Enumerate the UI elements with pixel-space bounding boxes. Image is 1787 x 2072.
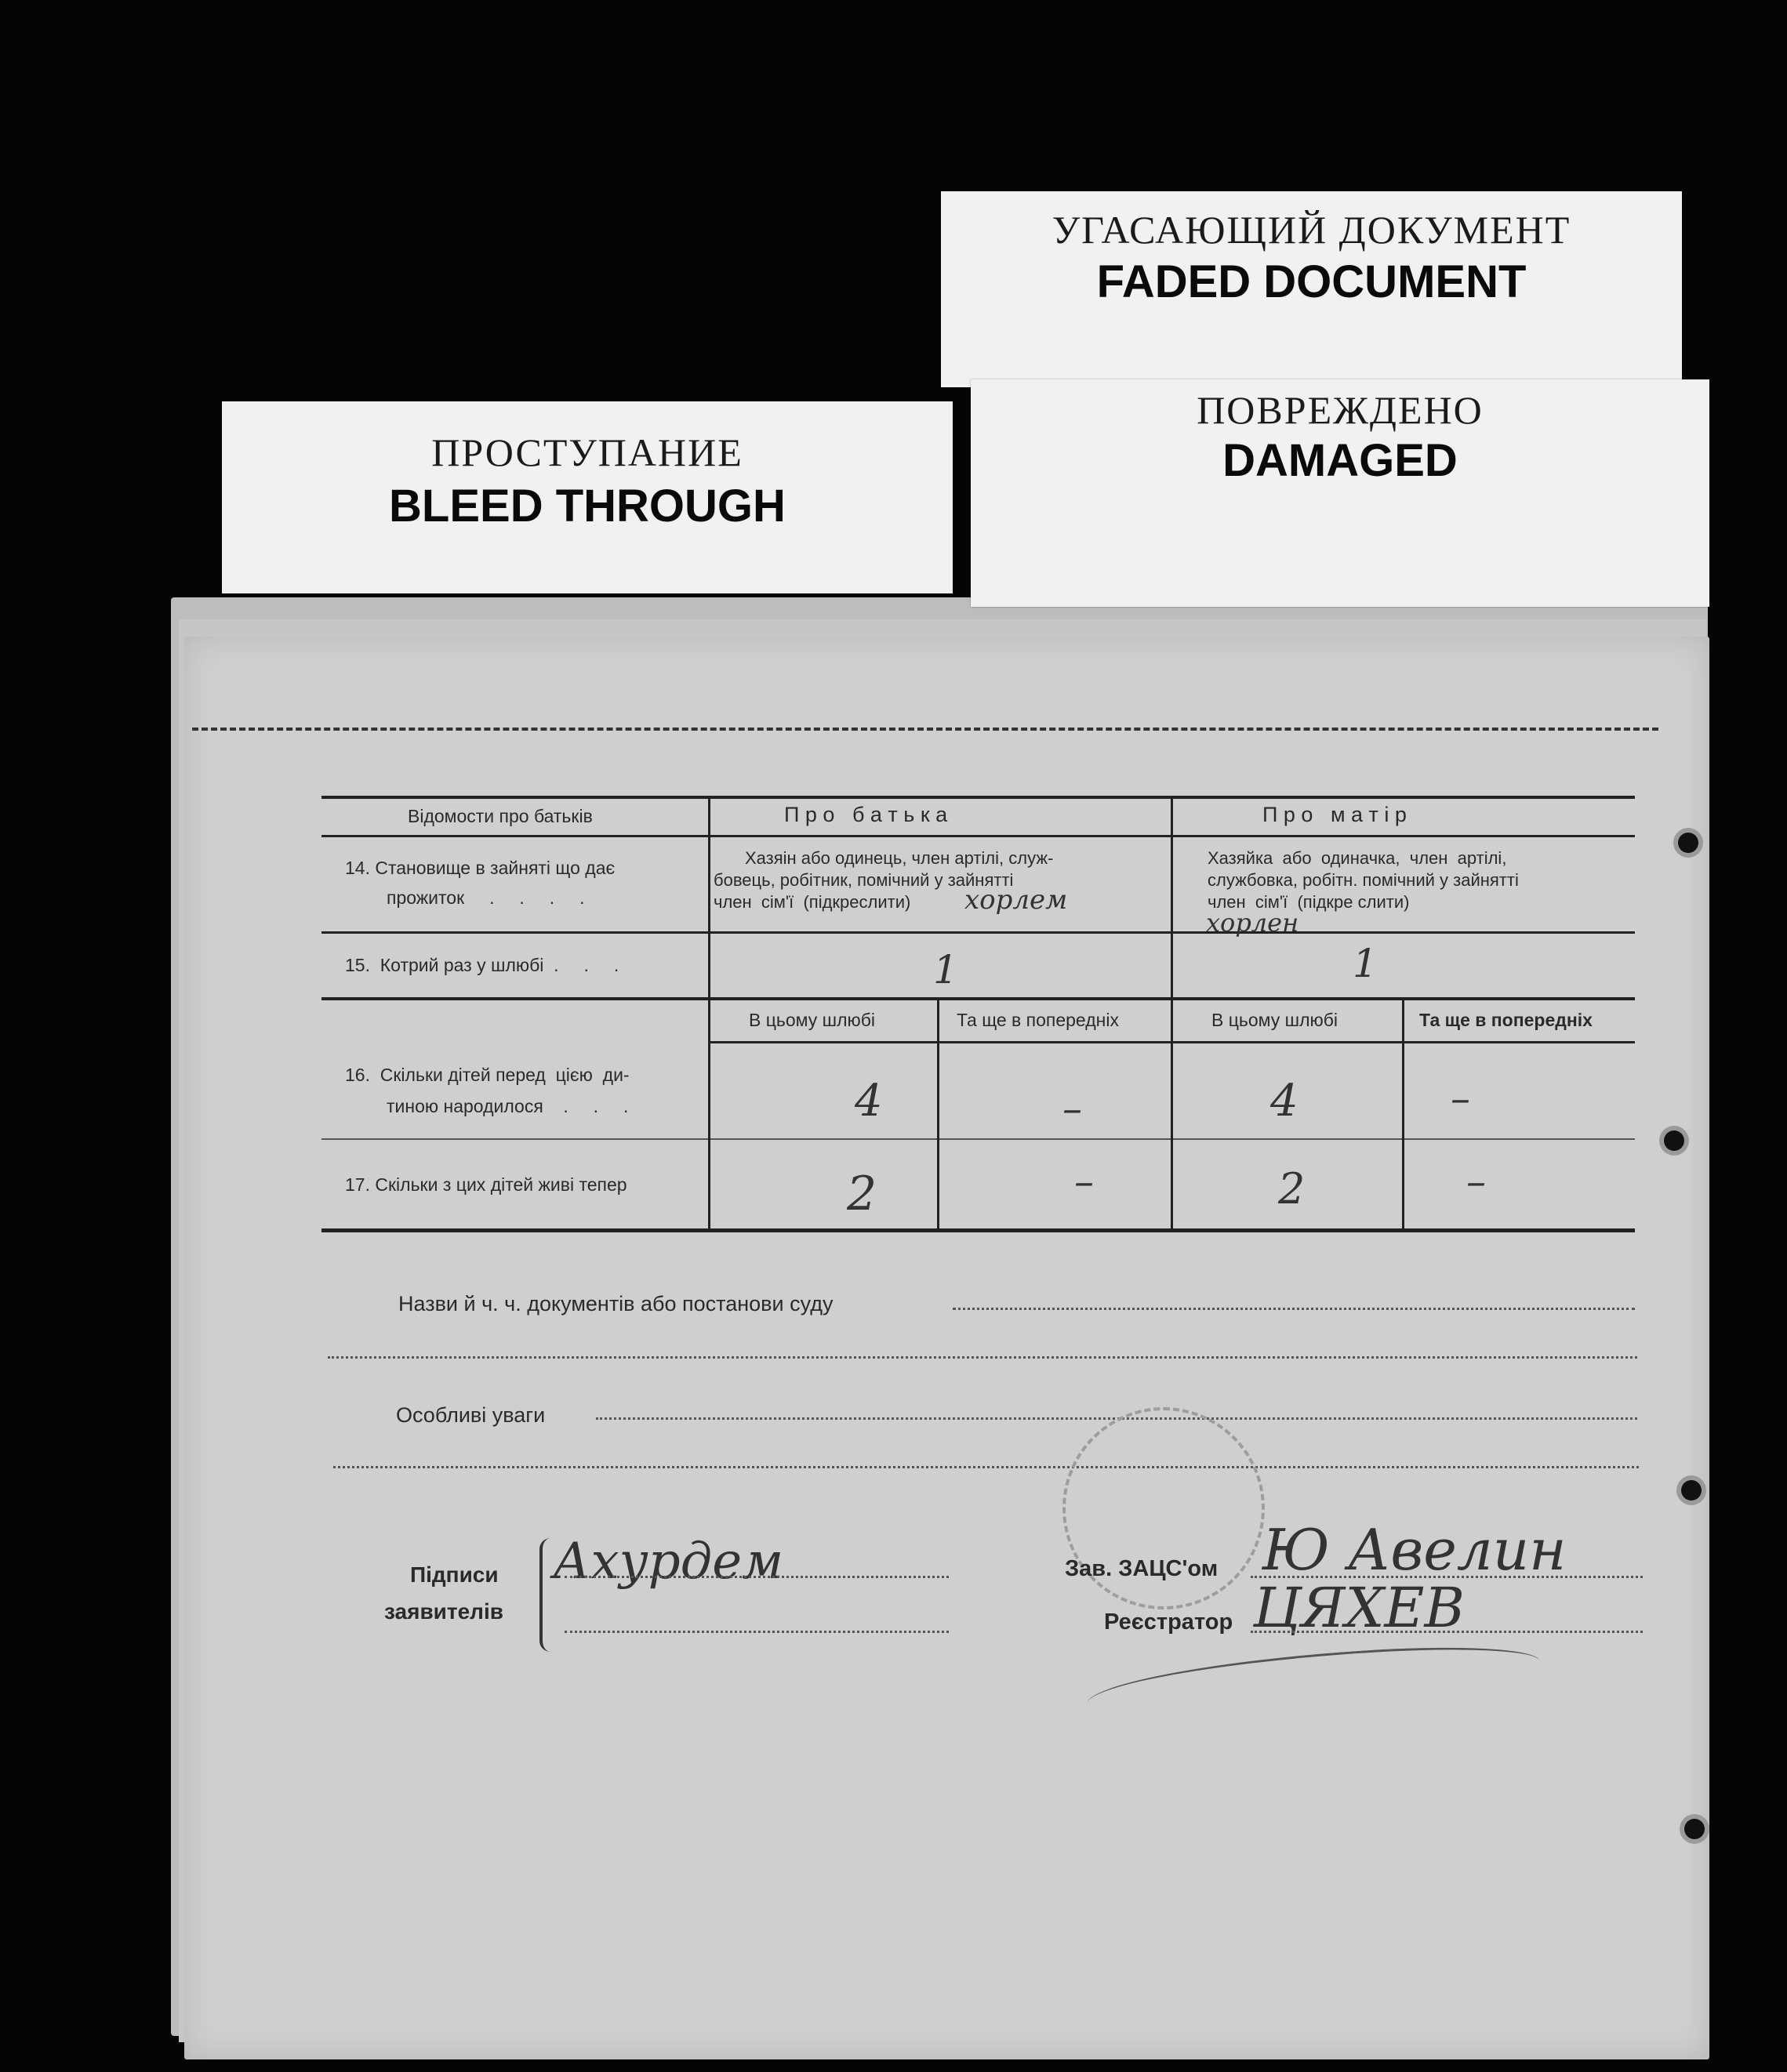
table-rule <box>321 931 1635 934</box>
row14-mother-line1: Хазяйка або одиначка, член артілі, <box>1208 848 1507 868</box>
table-rule <box>321 1138 1635 1140</box>
remarks-line-2 <box>333 1466 1639 1468</box>
damaged-card <box>971 379 1709 607</box>
bleed-card-en: BLEED THROUGH <box>389 481 786 532</box>
row15-mother-value: 1 <box>1353 941 1378 986</box>
registrar-label: Реєстратор <box>1104 1609 1233 1635</box>
table-rule <box>708 796 710 1231</box>
damaged-card-ru: ПОВРЕЖДЕНО <box>1197 388 1484 432</box>
faded-document-card <box>941 191 1682 387</box>
registrar-signature: ЦЯХЕВ <box>1253 1576 1465 1640</box>
row14-label: 14. Становище в зайняті що дає <box>345 858 616 878</box>
table-rule <box>1402 1000 1404 1231</box>
row17-father-prev: – <box>1074 1159 1094 1204</box>
row16-label-cont: тиною народилося . . . <box>387 1096 629 1116</box>
table-rule <box>321 1228 1635 1232</box>
faded-card-en: FADED DOCUMENT <box>1096 256 1527 307</box>
zags-head-signature: Ю Авелин <box>1262 1517 1567 1583</box>
table-rule <box>937 1000 939 1231</box>
subheader-father-previous: Та ще в попередніх <box>957 1010 1119 1030</box>
row14-mother-handwriting: хорлен <box>1206 908 1299 938</box>
zags-head-label: Зав. ЗАЦС'ом <box>1065 1556 1219 1581</box>
subheader-mother-this-marriage: В цьому шлюбі <box>1211 1010 1338 1030</box>
bleed-through-card <box>222 401 953 593</box>
row16-father-prev: – <box>1062 1086 1082 1131</box>
row14-label-cont: прожиток . . . . <box>387 887 585 908</box>
row14-father-handwriting: хорлем <box>964 884 1068 916</box>
header-about-mother: П р о м а т і р <box>1262 803 1407 826</box>
row16-father-this: 4 <box>855 1076 883 1127</box>
table-rule <box>321 997 1635 1000</box>
row15-father-value: 1 <box>933 947 958 992</box>
row14-father-line2: бовець, робітник, помічний у зайнятті <box>714 870 1014 890</box>
row14-father-line3: член сім'ї (підкреслити) <box>714 892 911 912</box>
header-parents-info: Відомости про батьків <box>408 806 593 826</box>
subheader-mother-previous: Та ще в попередніх <box>1419 1010 1593 1030</box>
table-rule <box>1171 796 1173 1231</box>
row17-father-this: 2 <box>847 1167 877 1221</box>
row14-father-line1: Хазяін або одинець, член артілі, служ- <box>745 848 1054 868</box>
row14-mother-line3: член сім'ї (підкре слити) <box>1208 892 1410 912</box>
applicant-signature: Ахурдем <box>553 1533 784 1591</box>
binding-hole <box>1678 833 1698 853</box>
binding-hole <box>1681 1480 1702 1500</box>
table-rule <box>321 835 1635 837</box>
bleed-card-ru: ПРОСТУПАНИЕ <box>431 430 743 474</box>
binding-hole <box>1664 1130 1684 1151</box>
applicant-sign-line <box>565 1576 949 1578</box>
documents-label: Назви й ч. ч. документів або постанови суду <box>398 1292 834 1315</box>
applicant-sign-line-2 <box>565 1631 949 1633</box>
applicants-signatures-label-cont: заявителів <box>384 1599 503 1624</box>
remarks-label: Особливі уваги <box>396 1403 546 1427</box>
table-rule <box>321 796 1635 799</box>
perforation-line <box>192 728 1658 731</box>
registrar-sign-line <box>1251 1631 1643 1633</box>
faded-card-ru: УГАСАЮЩИЙ ДОКУМЕНТ <box>1051 208 1571 252</box>
applicants-signatures-label: Підписи <box>410 1562 499 1587</box>
header-about-father: П р о б а т ь к а <box>784 803 948 826</box>
row16-label: 16. Скільки дітей перед цією ди- <box>345 1065 630 1085</box>
row14-mother-line2: службовка, робітн. помічний у зайнятті <box>1208 870 1519 890</box>
row16-mother-prev: – <box>1451 1076 1470 1121</box>
row16-mother-this: 4 <box>1270 1076 1298 1127</box>
documents-line <box>953 1308 1635 1310</box>
subheader-father-this-marriage: В цьому шлюбі <box>749 1010 876 1030</box>
row15-label: 15. Котрий раз у шлюбі . . . <box>345 955 619 975</box>
row17-label: 17. Скільки з цих дітей живі тепер <box>345 1174 627 1195</box>
documents-line-2 <box>328 1356 1637 1359</box>
damaged-card-en: DAMAGED <box>1222 435 1458 486</box>
row17-mother-this: 2 <box>1278 1164 1306 1214</box>
binding-hole <box>1684 1819 1705 1839</box>
row17-mother-prev: – <box>1466 1159 1486 1204</box>
